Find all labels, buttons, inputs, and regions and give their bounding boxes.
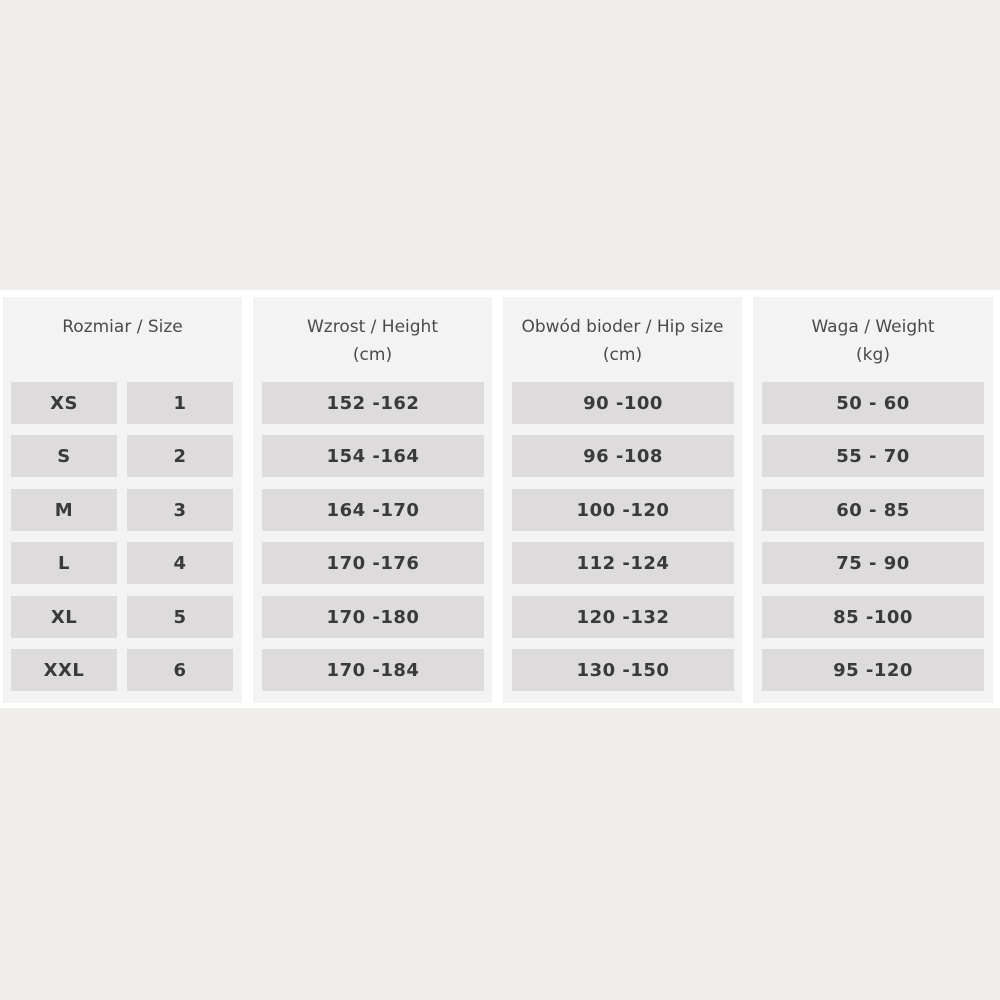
weight-value-cell: 55 - 70: [762, 435, 984, 477]
height-value-cell: 170 -176: [262, 542, 484, 584]
weight-column: [753, 297, 993, 703]
hip-column-header: Obwód bioder / Hip size (cm): [521, 317, 724, 365]
height-value-cell: 170 -184: [262, 649, 484, 691]
size-number-cell: 5: [127, 596, 233, 638]
size-number-cell: 4: [127, 542, 233, 584]
size-column-header: Rozmiar / Size: [62, 317, 183, 337]
hip-column: [503, 297, 742, 703]
hip-value-cell: 120 -132: [512, 596, 734, 638]
height-value-cell: 170 -180: [262, 596, 484, 638]
hip-value-cell: 100 -120: [512, 489, 734, 531]
height-value-cell: 152 -162: [262, 382, 484, 424]
size-number-cell: 1: [127, 382, 233, 424]
weight-value-cell: 85 -100: [762, 596, 984, 638]
size-label-cell: XS: [11, 382, 117, 424]
height-value-cell: 154 -164: [262, 435, 484, 477]
hip-value-cell: 112 -124: [512, 542, 734, 584]
weight-value-cell: 50 - 60: [762, 382, 984, 424]
size-label-cell: M: [11, 489, 117, 531]
hip-value-cell: 90 -100: [512, 382, 734, 424]
size-label-cell: XXL: [11, 649, 117, 691]
hip-value-cell: 96 -108: [512, 435, 734, 477]
weight-value-cell: 95 -120: [762, 649, 984, 691]
size-number-cell: 6: [127, 649, 233, 691]
height-value-cell: 164 -170: [262, 489, 484, 531]
weight-value-cell: 60 - 85: [762, 489, 984, 531]
size-number-cell: 2: [127, 435, 233, 477]
weight-column-header: Waga / Weight (kg): [811, 317, 935, 365]
size-number-cell: 3: [127, 489, 233, 531]
height-column-header: Wzrost / Height (cm): [306, 317, 438, 365]
height-column: [253, 297, 492, 703]
size-column: [3, 297, 242, 703]
size-label-cell: L: [11, 542, 117, 584]
weight-value-cell: 75 - 90: [762, 542, 984, 584]
size-label-cell: S: [11, 435, 117, 477]
size-label-cell: XL: [11, 596, 117, 638]
hip-value-cell: 130 -150: [512, 649, 734, 691]
